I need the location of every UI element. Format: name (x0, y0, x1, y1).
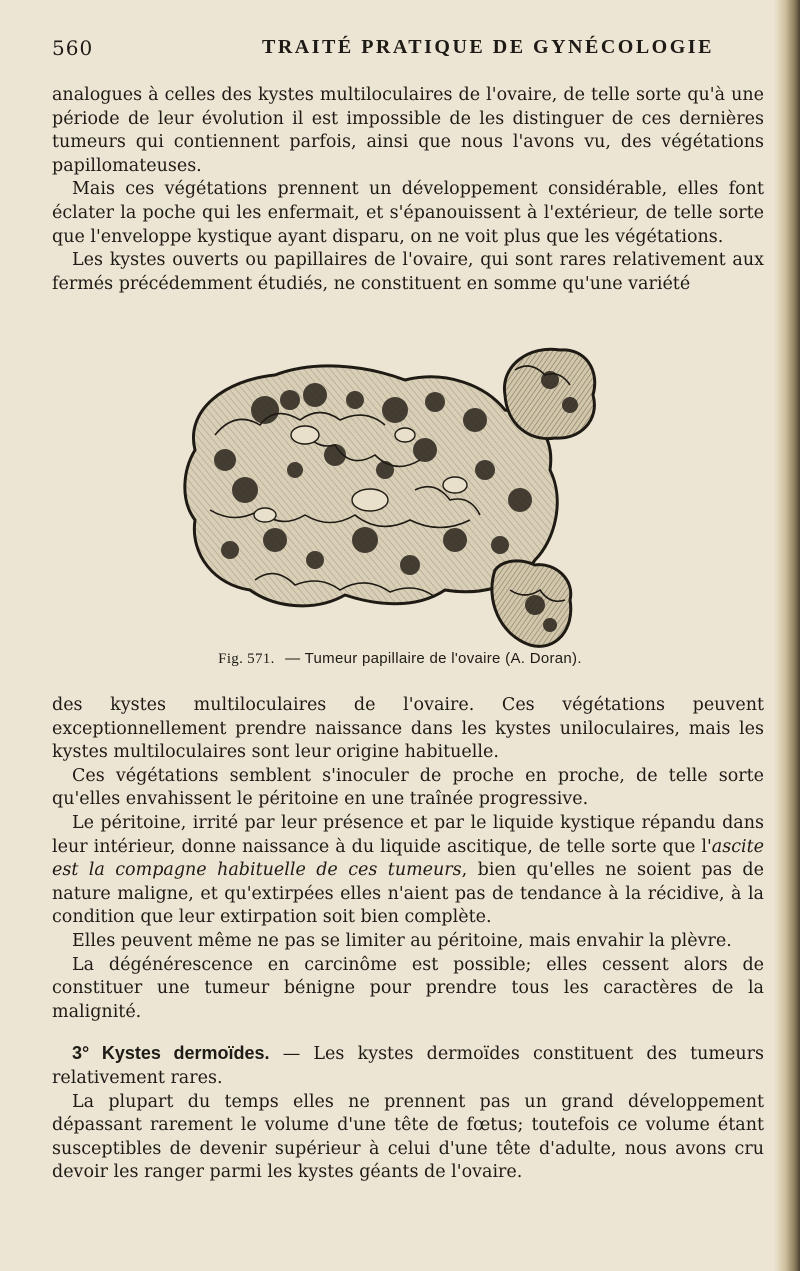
paragraph: des kystes multiloculaires de l'ovaire. Ces végétations peuvent exceptionnellement prendre naissance dans les kystes uniloculaires, mais les kystes multiloculaires sont leur origine habituelle. (52, 695, 764, 763)
body-text-top (52, 84, 764, 296)
paragraph: La dégénérescence en carcinôme est possible; elles cessent alors de constituer une tumeur bénigne pour prendre tous les caractères de la malignité. (52, 954, 764, 1022)
emphasis-text: ascite est la compagne habituelle de ces tumeurs (52, 836, 764, 881)
body-text-bottom (52, 694, 764, 1185)
section-title: 3° Kystes dermoïdes. (72, 1043, 270, 1064)
section-gap (52, 1024, 764, 1042)
paragraph: Les kystes ouverts ou papillaires de l'ovaire, qui sont rares relativement aux fermés précédemment étudiés, ne constituent en somme qu'une variété (52, 250, 764, 294)
figure-number: Fig. 571. (218, 651, 275, 667)
text-run: , bien qu'elles ne soient pas de nature maligne, et qu'extirpées elles n'aient pas de tendance à la récidive, à la condition que leur extirpation soit bien complète. (52, 860, 764, 928)
figure-caption-text: — Tumeur papillaire de l'ovaire (A. Doran). (285, 650, 582, 667)
running-title: TRAITÉ PRATIQUE DE GYNÉCOLOGIE (262, 36, 714, 58)
figure-caption (60, 650, 740, 668)
text-run: Le péritoine, irrité par leur présence et par le liquide kystique répandu dans leur intérieur, donne naissance à du liquide ascitique, de telle sorte que l' (52, 812, 764, 857)
page-number: 560 (52, 36, 94, 60)
paragraph: Elles peuvent même ne pas se limiter au péritoine, mais envahir la plèvre. (72, 930, 732, 951)
figure-illustration (155, 340, 625, 660)
text-run: — Les kystes dermoïdes constituent des tumeurs relativement rares. (52, 1044, 764, 1088)
paragraph: analogues à celles des kystes multiloculaires de l'ovaire, de telle sorte qu'à une période de leur évolution il est impossible de les distinguer de ces dernières tumeurs qui contiennent parfois, ainsi que nous l'avons vu, des végétations papillomateuses. (52, 85, 764, 176)
paragraph (52, 812, 764, 930)
section-paragraph (52, 1042, 764, 1090)
page-header (52, 36, 752, 66)
paragraph: Mais ces végétations prennent un développement considérable, elles font éclater la poche qui les enfermait, et s'épanouissent à l'extérieur, de telle sorte que l'enveloppe kystique ayant disparu, on ne voit plus que les végétations. (52, 179, 764, 247)
paragraph: Ces végétations semblent s'inoculer de proche en proche, de telle sorte qu'elles envahissent le péritoine en une traînée progressive. (52, 765, 764, 810)
page-edge-shadow (774, 0, 800, 1271)
paragraph: La plupart du temps elles ne prennent pas un grand développement dépassant rarement le volume d'une tête de fœtus; toutefois ce volume étant susceptibles de devenir supérieur à celui d'une tête d'adulte, nous avons cru devoir les ranger parmi les kystes géants de l'ovaire. (52, 1091, 764, 1183)
papillary-tumor-engraving (155, 340, 625, 660)
